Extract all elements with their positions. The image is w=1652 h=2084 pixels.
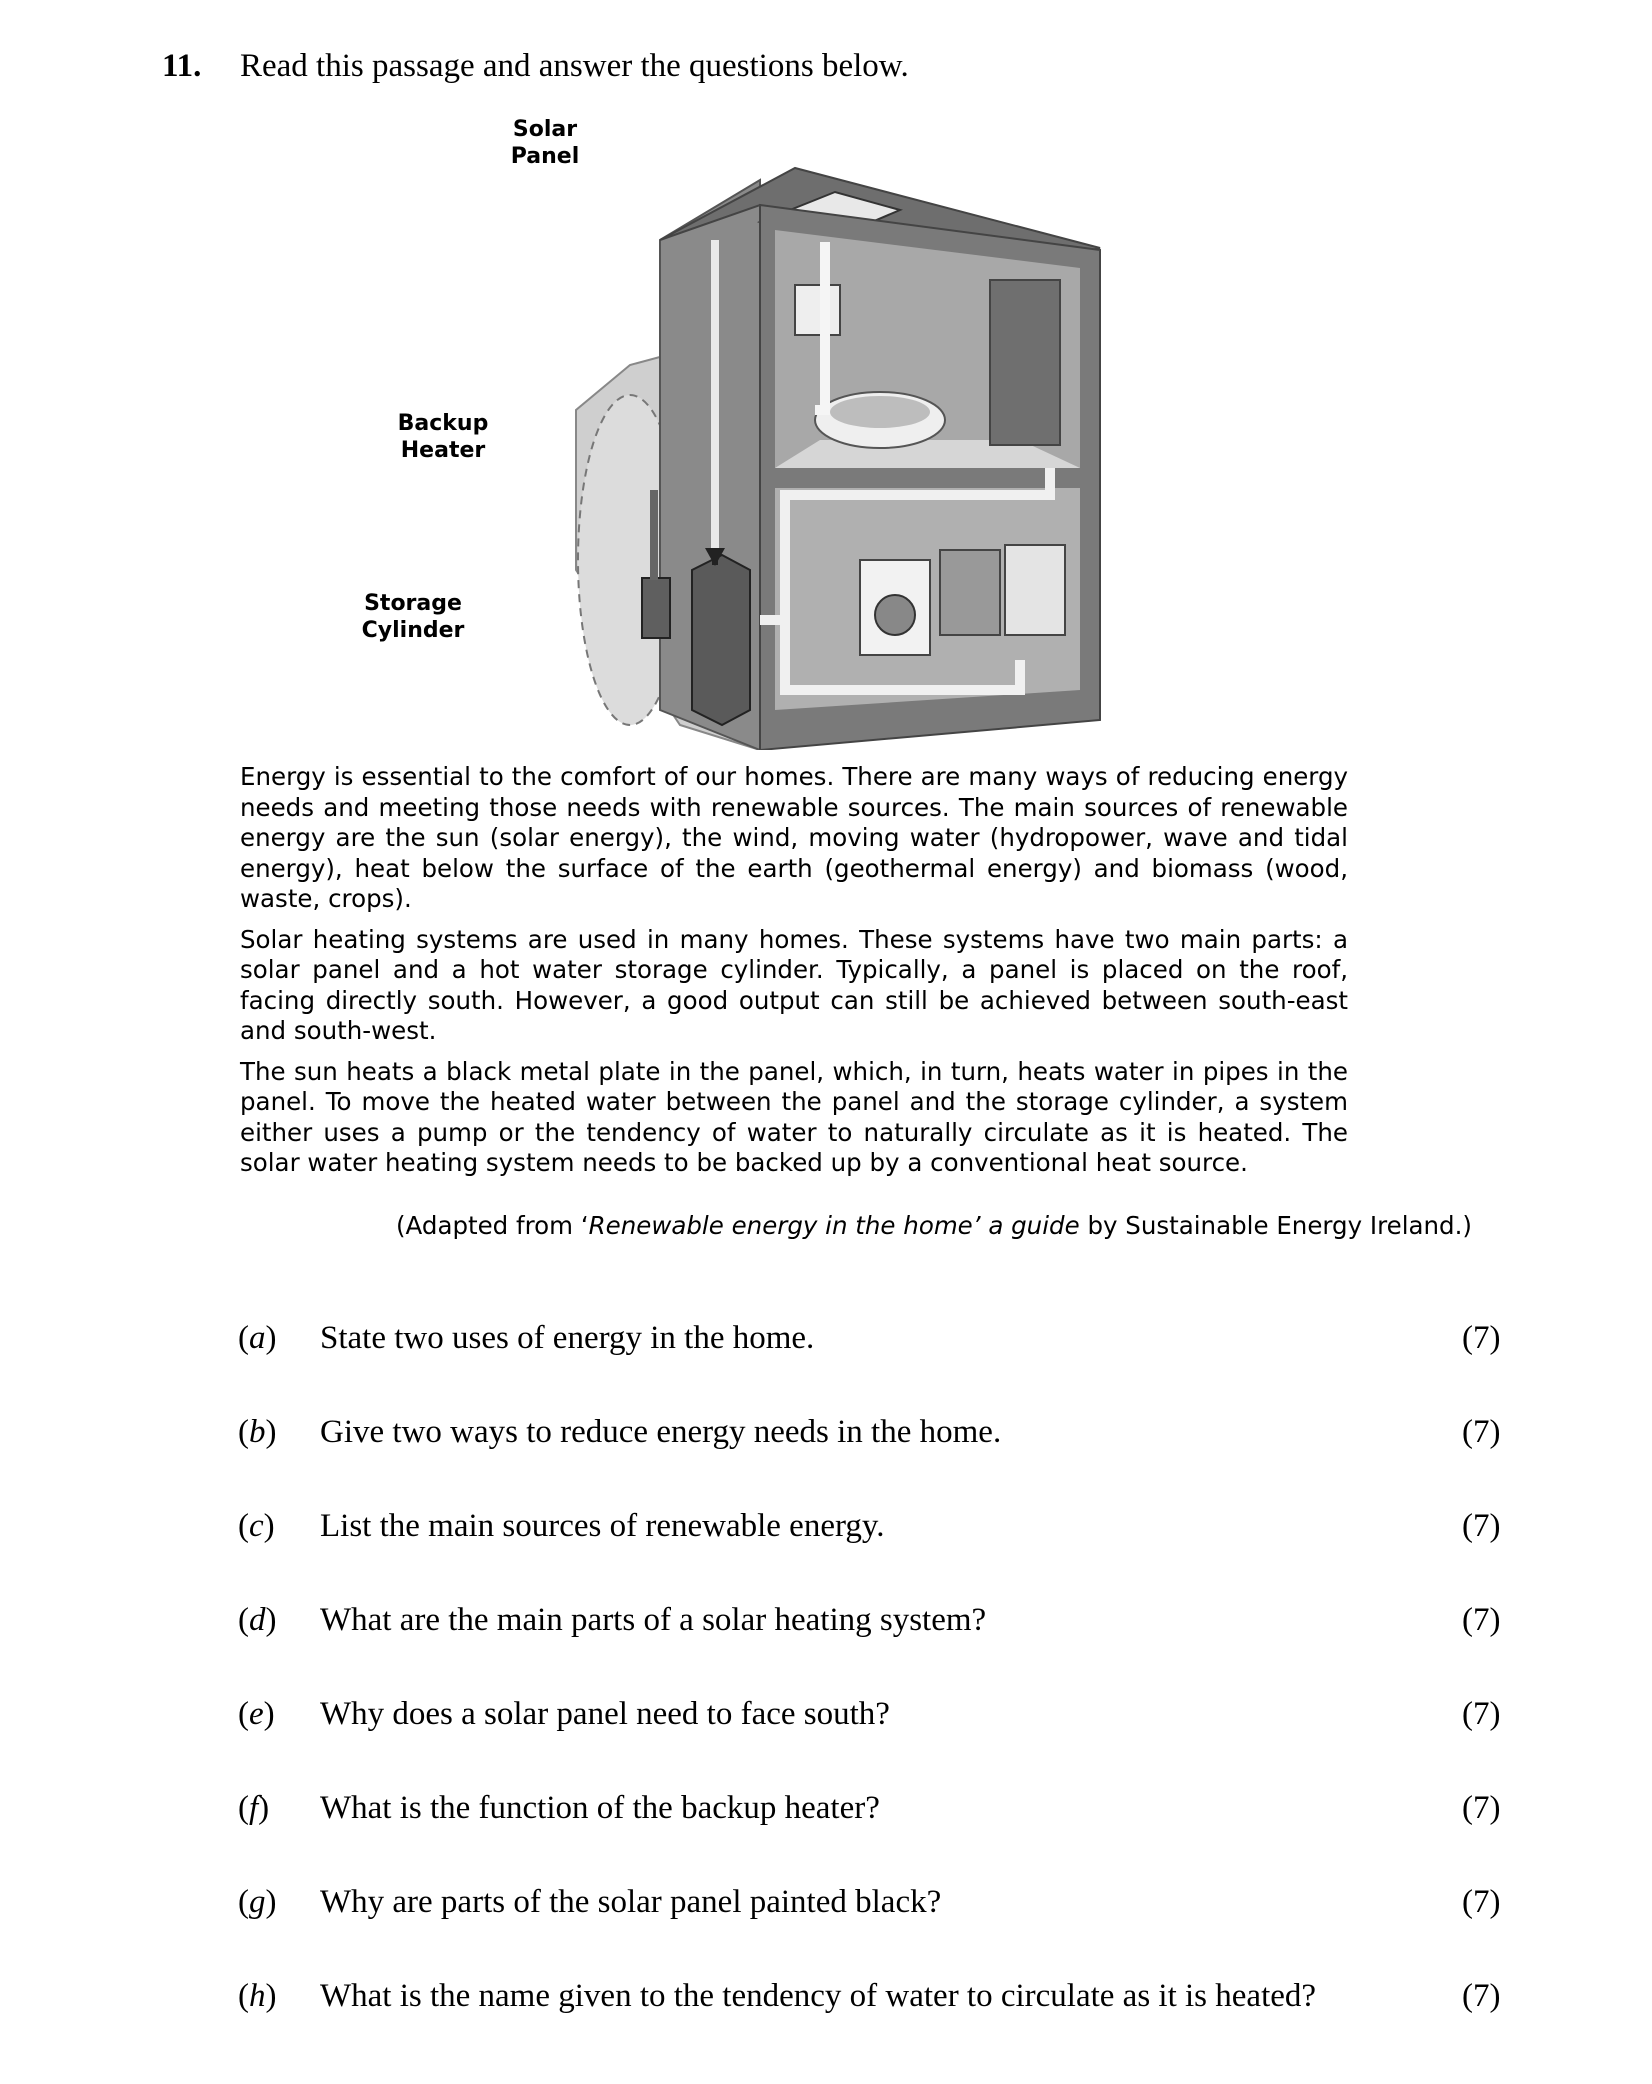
backup-heater-label: Backup Heater [397, 411, 489, 463]
question-item [0, 1884, 1652, 1934]
reading-passage [240, 762, 1348, 1189]
solar-house-diagram [361, 117, 1120, 750]
question-marks: (7) [1462, 1414, 1501, 1450]
washing-machine-door [875, 595, 915, 635]
question-item [0, 1696, 1652, 1746]
source-title: Renewable energy in the home’ a guide [588, 1211, 1080, 1240]
question-letter: (b) [238, 1414, 277, 1450]
question-letter: (h) [238, 1978, 277, 2014]
question-text: State two uses of energy in the home. [320, 1320, 815, 1356]
question-marks: (7) [1462, 1508, 1501, 1544]
question-text: Why does a solar panel need to face south? [320, 1696, 890, 1732]
question-item [0, 1602, 1652, 1652]
question-marks: (7) [1462, 1790, 1501, 1826]
passage-paragraph: Solar heating systems are used in many homes. These systems have two main parts: a solar panel and a hot water storage cylinder. Typically, a panel is placed on the roof, facing directly south. However, a good output can still be achieved between south-east and south-west. [240, 924, 1348, 1045]
house-illustration [460, 150, 1120, 750]
question-text: Why are parts of the solar panel painted black? [320, 1884, 942, 1920]
question-text: Give two ways to reduce energy needs in the home. [320, 1414, 1002, 1450]
bathtub-inner [830, 396, 930, 428]
passage-paragraph: Energy is essential to the comfort of our homes. There are many ways of reducing energy needs and meeting those needs with renewable sources. The main sources of renewable energy are the sun (solar energy), the wind, moving water (hydropower, wave and tidal energy), heat below the surface of the earth (geothermal energy) and biomass (wood, waste, crops). [240, 762, 1348, 913]
utility-cabinet [940, 550, 1000, 635]
backup-heater-flue [650, 490, 658, 580]
passage-paragraph: The sun heats a black metal plate in the panel, which, in turn, heats water in pipes in the panel. To move the heated water between the panel and the storage cylinder, a system either uses a pump or the tendency of water to naturally circulate as it is heated. The solar water heating system needs to be backed up by a conventional heat source. [240, 1056, 1348, 1177]
question-letter: (d) [238, 1602, 277, 1638]
question-number: 11. [162, 48, 202, 84]
question-marks: (7) [1462, 1884, 1501, 1920]
question-instruction: Read this passage and answer the questions below. [240, 48, 909, 84]
question-text: List the main sources of renewable energy. [320, 1508, 885, 1544]
storage-cylinder-shape [692, 555, 750, 725]
storage-cylinder-label: Storage Cylinder [361, 591, 465, 643]
radiator [1005, 545, 1065, 635]
question-text: What is the name given to the tendency of water to circulate as it is heated? [320, 1978, 1317, 2014]
passage-source [396, 1211, 1472, 1240]
question-marks: (7) [1462, 1696, 1501, 1732]
question-marks: (7) [1462, 1602, 1501, 1638]
question-item [0, 1508, 1652, 1558]
source-suffix: by Sustainable Energy Ireland.) [1079, 1211, 1472, 1240]
question-marks: (7) [1462, 1320, 1501, 1356]
question-letter: (a) [238, 1320, 277, 1356]
question-letter: (g) [238, 1884, 277, 1920]
question-item [0, 1320, 1652, 1370]
question-letter: (f) [238, 1790, 270, 1826]
question-letter: (e) [238, 1696, 275, 1732]
shower-curtain [990, 280, 1060, 445]
source-prefix: (Adapted from ‘ [396, 1211, 589, 1240]
question-text: What are the main parts of a solar heating system? [320, 1602, 987, 1638]
question-text: What is the function of the backup heater? [320, 1790, 880, 1826]
backup-heater-shape [642, 578, 670, 638]
question-header [162, 48, 909, 85]
question-item [0, 1978, 1652, 2028]
question-letter: (c) [238, 1508, 275, 1544]
question-item [0, 1414, 1652, 1464]
question-item [0, 1790, 1652, 1840]
question-marks: (7) [1462, 1978, 1501, 2014]
bathroom-window [795, 285, 840, 335]
solar-panel-label: Solar Panel [510, 117, 580, 169]
